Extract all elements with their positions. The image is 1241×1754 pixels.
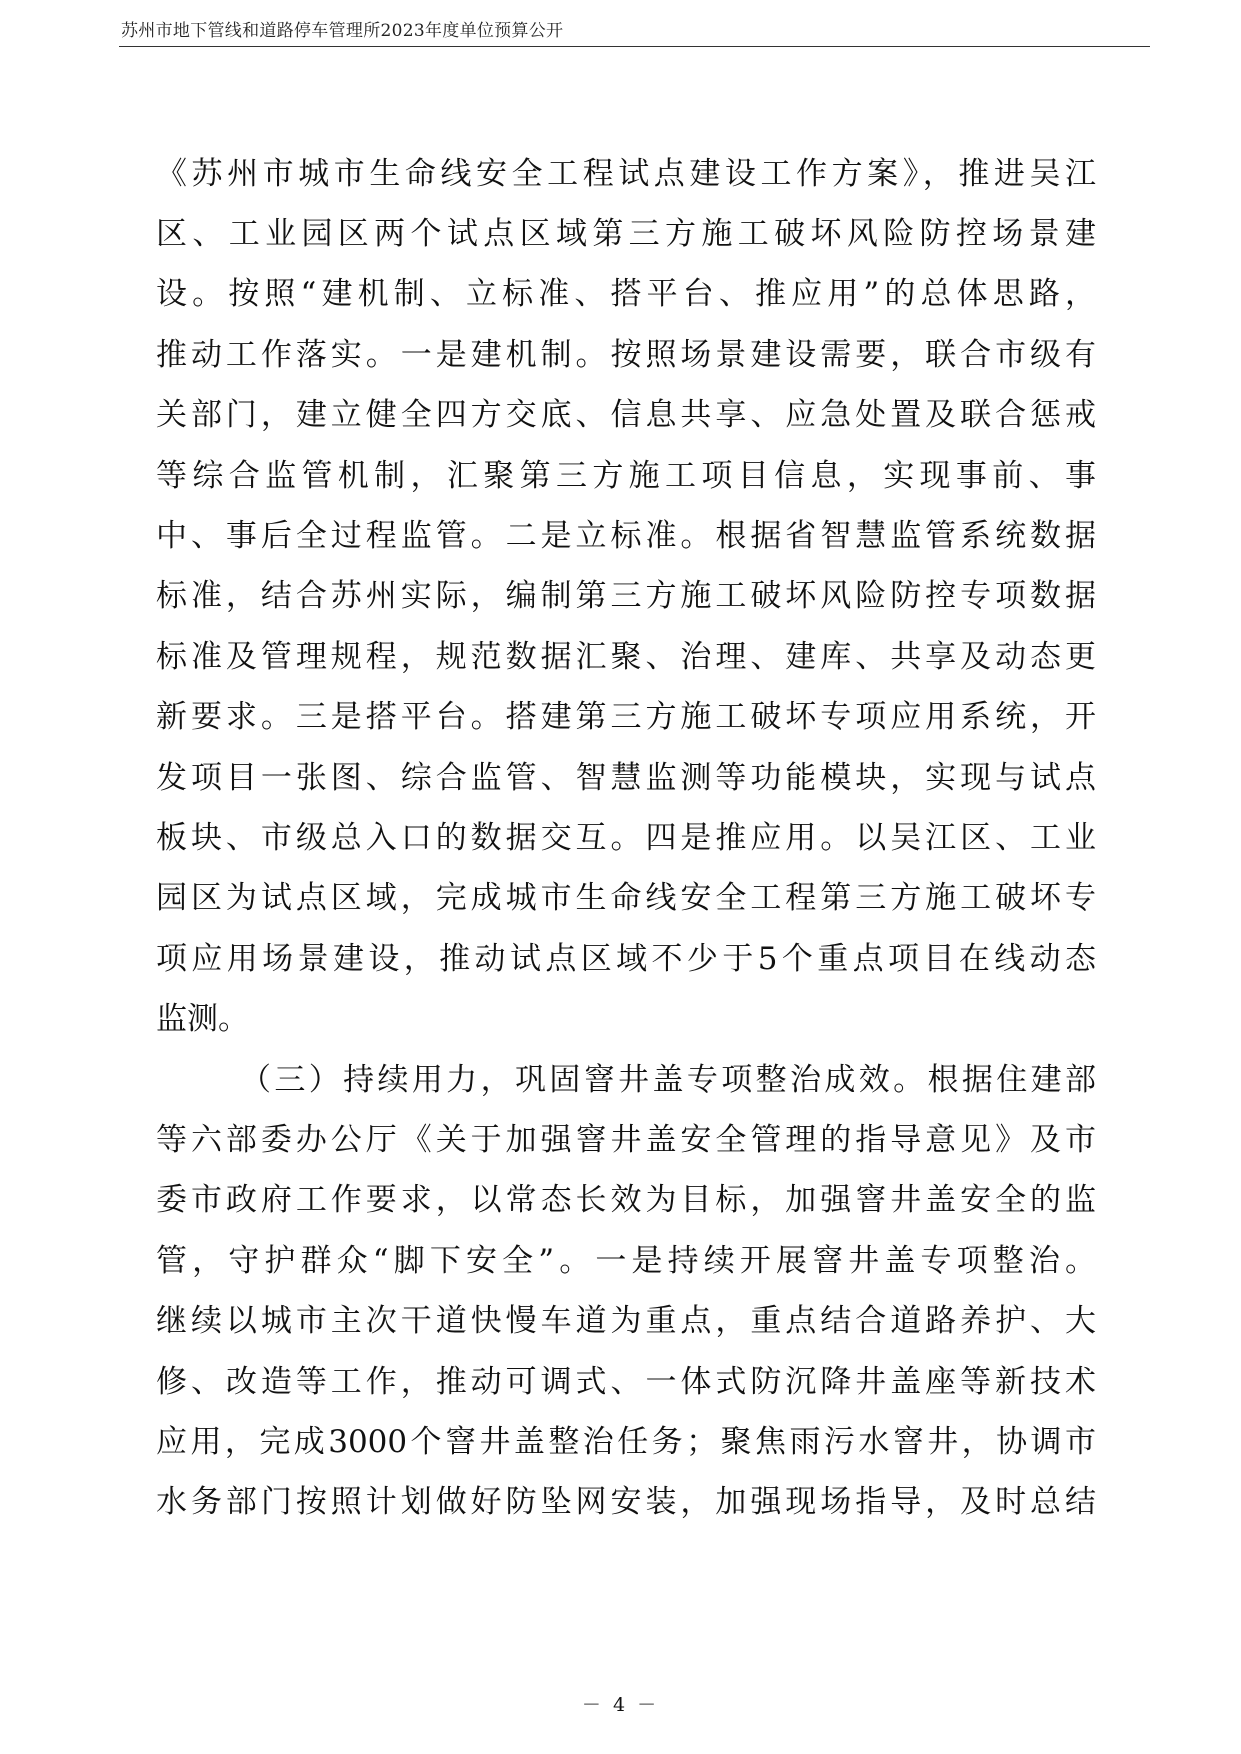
text-line: 等综合监管机制，汇聚第三方施工项目信息，实现事前、事 [156, 458, 1096, 494]
text-line: 中、事后全过程监管。二是立标准。根据省智慧监管系统数据 [156, 518, 1096, 554]
text-line: 应用，完成3000个窨井盖整治任务；聚焦雨污水窨井，协调市 [156, 1424, 1096, 1460]
text-line: 新要求。三是搭平台。搭建第三方施工破坏专项应用系统，开 [156, 699, 1096, 735]
text-line: 修、改造等工作，推动可调式、一体式防沉降井盖座等新技术 [156, 1364, 1096, 1400]
text-line: 推动工作落实。一是建机制。按照场景建设需要，联合市级有 [156, 337, 1096, 373]
text-line: 委市政府工作要求，以常态长效为目标，加强窨井盖安全的监 [156, 1182, 1096, 1218]
text-line: 标准及管理规程，规范数据汇聚、治理、建库、共享及动态更 [156, 639, 1096, 675]
text-line: 标准，结合苏州实际，编制第三方施工破坏风险防控专项数据 [156, 578, 1096, 614]
text-line: 等六部委办公厅《关于加强窨井盖安全管理的指导意见》及市 [156, 1122, 1096, 1158]
text-line: 水务部门按照计划做好防坠网安装，加强现场指导，及时总结 [156, 1484, 1096, 1520]
page-number: － 4 － [581, 1694, 660, 1716]
text-line: 项应用场景建设，推动试点区域不少于5个重点项目在线动态 [156, 941, 1096, 977]
section-heading-line: （三）持续用力，巩固窨井盖专项整治成效。根据住建部 [240, 1062, 1096, 1098]
text-line: 设。按照“建机制、立标准、搭平台、推应用”的总体思路， [156, 276, 1096, 312]
text-line: 《苏州市城市生命线安全工程试点建设工作方案》，推进吴江 [156, 156, 1096, 192]
text-line: 管，守护群众“脚下安全”。一是持续开展窨井盖专项整治。 [156, 1243, 1096, 1279]
text-line: 关部门，建立健全四方交底、信息共享、应急处置及联合惩戒 [156, 397, 1096, 433]
page-header [119, 14, 1150, 47]
text-line: 发项目一张图、综合监管、智慧监测等功能模块，实现与试点 [156, 760, 1096, 796]
text-line: 监测。 [156, 1001, 249, 1037]
text-line: 区、工业园区两个试点区域第三方施工破坏风险防控场景建 [156, 216, 1096, 252]
text-line: 园区为试点区域，完成城市生命线安全工程第三方施工破坏专 [156, 880, 1096, 916]
text-line: 板块、市级总入口的数据交互。四是推应用。以吴江区、工业 [156, 820, 1096, 856]
text-line: 继续以城市主次干道快慢车道为重点，重点结合道路养护、大 [156, 1303, 1096, 1339]
header-title: 苏州市地下管线和道路停车管理所2023年度单位预算公开 [121, 21, 564, 41]
